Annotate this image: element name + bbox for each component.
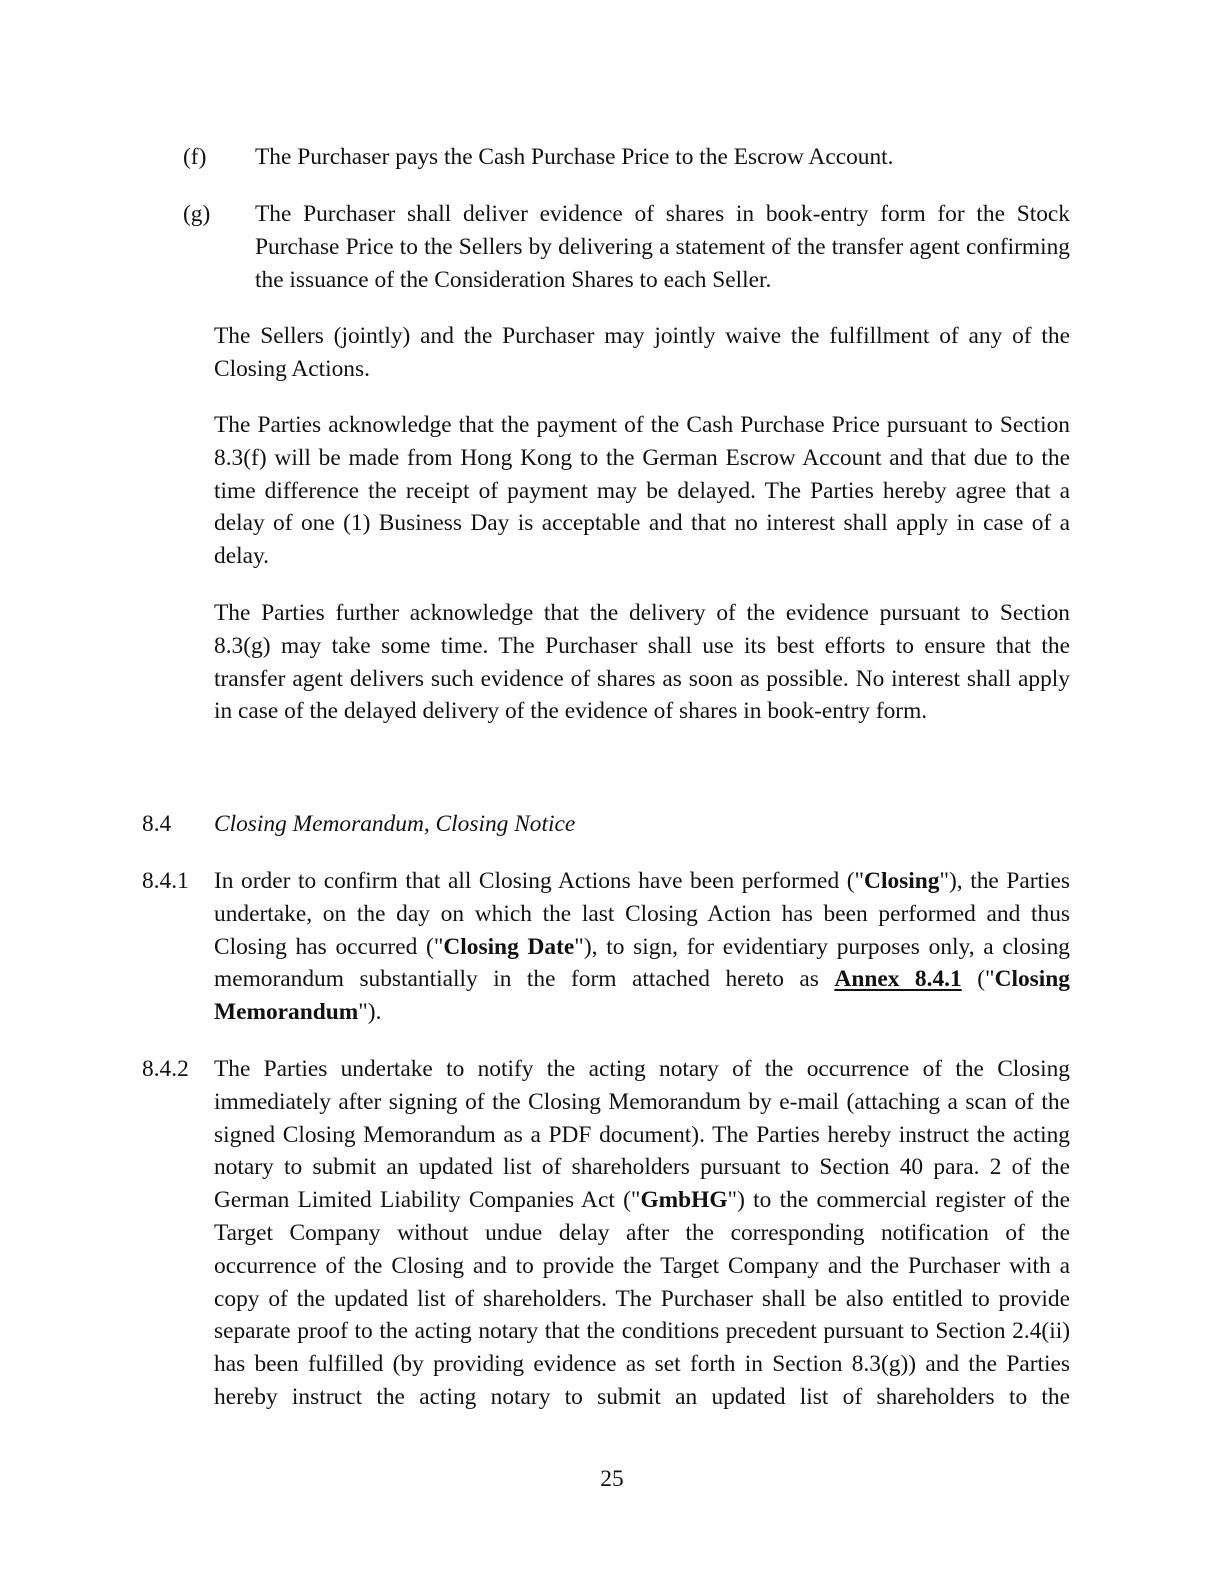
waiver-paragraph: The Sellers (jointly) and the Purchaser may jointly waive the fulfillment of any of the Closing Actions. bbox=[214, 323, 1070, 382]
section-title: Closing Memorandum, Closing Notice bbox=[214, 811, 576, 837]
clause-8-4-1-part: In order to confirm that all Closing Actions have been performed (" bbox=[214, 868, 865, 894]
payment-paragraph: The Parties acknowledge that the payment of the Cash Purchase Price pursuant to Section 8.3(f) will be made from Hong Kong to the German Escrow Account and that due to the time difference the receipt of payment may be delayed. The Parties hereby agree that a delay of one (1) Business Day is acceptable and that no interest shall apply in case of a delay. bbox=[214, 412, 1070, 570]
item-g-text: The Purchaser shall deliver evidence of shares in book-entry form for the Stock Purchase Price to the Sellers by delivering a statement of the transfer agent confirming the issuance of the Consideration Shares to each Seller. bbox=[255, 201, 1070, 293]
item-f-text: The Purchaser pays the Cash Purchase Price to the Escrow Account. bbox=[255, 144, 894, 170]
clause-8-4-2-part: The Parties undertake to notify the acting notary of the occurrence of the Closing immediately after signing of the Closing Memorandum by e-mail (attaching a scan of the signed Closing Memorandum as a PDF document). The Parties hereby instruct the acting notary to submit an updated list of shareholders pursuant to Section 40 para. 2 of the German Limited Liability Companies Act (" bbox=[214, 1056, 1070, 1214]
clause-8-4-1-number: 8.4.1 bbox=[142, 868, 189, 894]
clause-8-4-2-text bbox=[214, 1053, 1070, 1414]
clause-8-4-1-part: "). bbox=[358, 999, 382, 1026]
item-label-g: (g) bbox=[183, 201, 211, 227]
clause-8-4-1-part: (" bbox=[961, 966, 995, 993]
delivery-paragraph: The Parties further acknowledge that the delivery of the evidence pursuant to Section 8.3(g) may take some time. The Purchaser shall use its best efforts to ensure that the transfer agent delivers such evidence of shares as soon as possible. No interest shall apply in case of the delayed delivery of the evidence of shares in book-entry form. bbox=[214, 600, 1070, 725]
clause-8-4-1-part: "), the Parties undertake, on the day on which the last Closing Action has been performed and thus Closing has occurred (" bbox=[214, 868, 1071, 960]
clause-8-4-1-text bbox=[214, 865, 1070, 1029]
annex-reference: Annex 8.4.1 bbox=[834, 966, 962, 993]
defined-term-closing-memorandum: Closing Memorandum bbox=[214, 966, 1070, 1026]
section-number: 8.4 bbox=[142, 811, 172, 837]
page-number: 25 bbox=[600, 1466, 624, 1492]
clause-8-4-2-part: ") to the commercial register of the Target Company without undue delay after the corresponding notification of the occurrence of the Closing and to provide the Target Company and the Purchaser with a copy of the updated list of shareholders. The Purchaser shall be also entitled to provide separate proof to the acting notary that the conditions precedent pursuant to Section 2.4(ii) has been fulfilled (by providing evidence as set forth in Section 8.3(g)) and the Parties hereby instruct the acting notary to submit an updated list of shareholders to the bbox=[214, 1187, 1070, 1410]
clause-8-4-1-part: "), to sign, for evidentiary purposes only, a closing memorandum substantially in the form attached hereto as bbox=[214, 933, 1070, 993]
item-label-f: (f) bbox=[183, 144, 207, 170]
defined-term-closing: Closing bbox=[864, 868, 940, 894]
defined-term-gmbhg: GmbHG bbox=[640, 1187, 728, 1214]
defined-term-closing-date: Closing Date bbox=[443, 933, 575, 960]
clause-8-4-2-number: 8.4.2 bbox=[142, 1056, 189, 1082]
